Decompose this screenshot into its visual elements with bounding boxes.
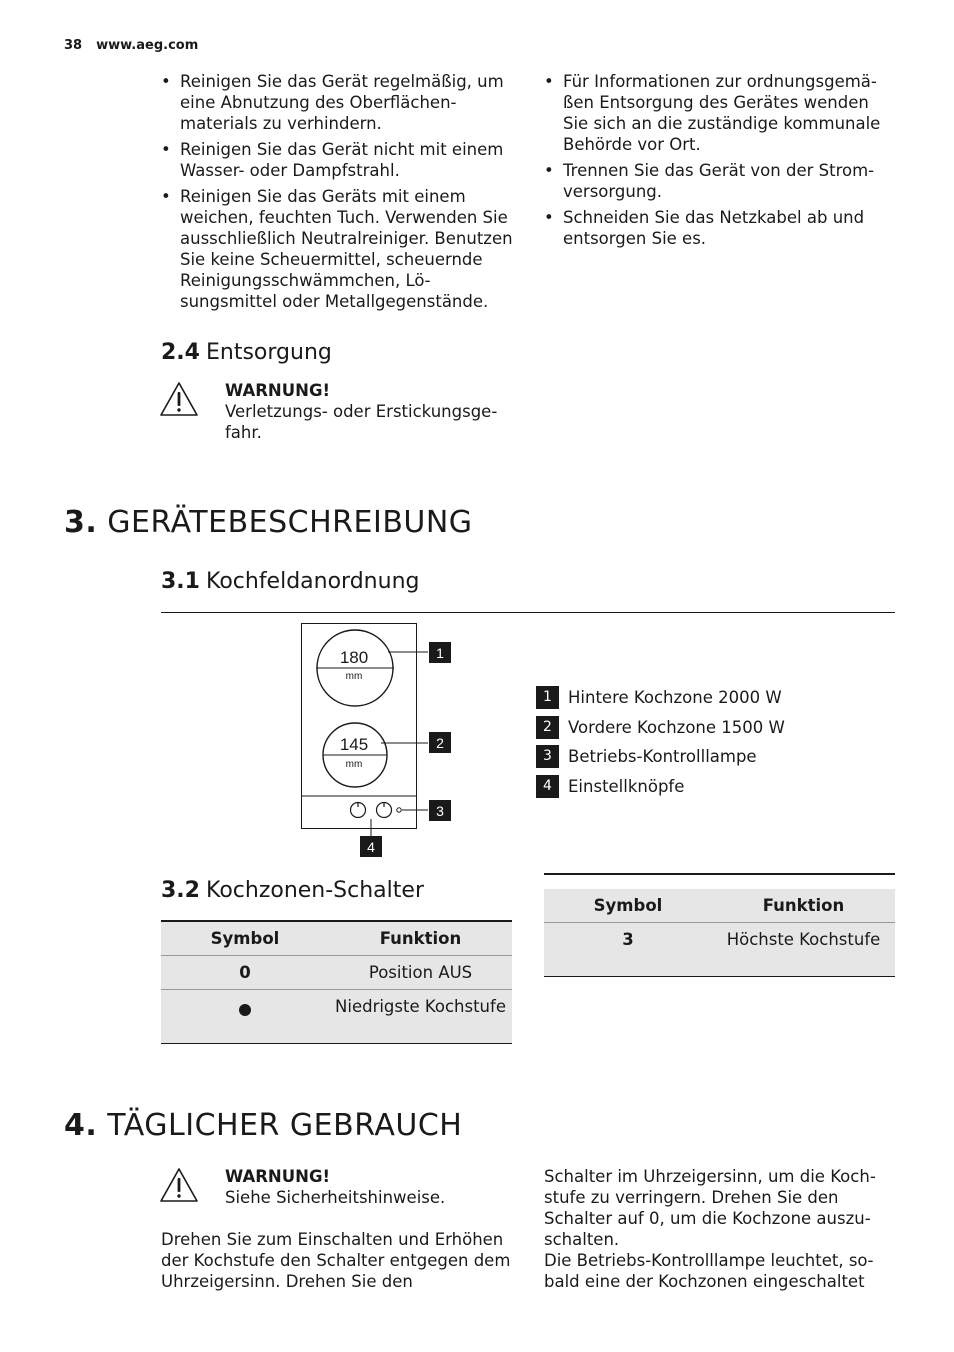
front-zone-size: 145 xyxy=(339,735,369,754)
hob-diagram xyxy=(296,618,456,863)
warning-block xyxy=(225,1166,515,1208)
left-bullet-column xyxy=(161,71,513,317)
site-url: www.aeg.com xyxy=(96,38,199,53)
warning-text: Verletzungs- oder Erstickungsgefahr. xyxy=(225,402,498,442)
warning-text: Siehe Sicherheitshinweise. xyxy=(225,1188,446,1207)
legend-item xyxy=(536,742,785,772)
instruction-paragraph-left: Drehen Sie zum Einschalten und Erhöhen der Kochstufe den Schalter entgegen dem Uhrzeigersinn. Drehen Sie den xyxy=(161,1230,511,1291)
table-cell-function: Position AUS xyxy=(329,956,512,990)
legend-item xyxy=(536,683,785,713)
callout-3-label: 3 xyxy=(436,803,444,819)
legend-label: Vordere Kochzone 1500 W xyxy=(568,717,785,737)
instruction-paragraph-right xyxy=(544,1166,894,1292)
chapter-heading-4 xyxy=(64,1108,462,1143)
warning-title: WARNUNG! xyxy=(225,381,331,400)
table-header-symbol: Symbol xyxy=(544,889,712,923)
warning-triangle-icon xyxy=(159,1167,199,1203)
table-cell-symbol: 3 xyxy=(544,923,712,977)
callout-4-label: 4 xyxy=(367,839,375,855)
table-cell-symbol xyxy=(161,990,329,1044)
callout-1-label: 1 xyxy=(436,645,444,661)
table-cell-function: Niedrigste Kochstufe xyxy=(329,990,512,1044)
legend-item xyxy=(536,713,785,743)
section-number: 2.4 xyxy=(161,340,200,365)
table-row xyxy=(161,956,512,990)
front-zone-unit: mm xyxy=(345,759,363,770)
list-item: • Für Informationen zur ordnungsgemäßen Entsorgung des Gerätes wenden Sie sich an die zuständige kommunale Behörde vor Ort. xyxy=(544,71,894,155)
instruction-text: Die Betriebs-Kontrolllampe leuchtet, sobald eine der Kochzonen eingeschaltet xyxy=(544,1251,874,1291)
list-item: • Reinigen Sie das Geräts mit einem weichen, feuchten Tuch. Verwenden Sie ausschließlich Neutralreiniger. Benutzen Sie keine Scheuermittel, scheuernde Reinigungsschwämmchen, Lösungsmittel oder Metallgegenstände. xyxy=(161,186,513,312)
chapter-number: 3. xyxy=(64,505,98,540)
chapter-number: 4. xyxy=(64,1108,98,1143)
section-heading-3-1 xyxy=(161,569,419,594)
page-number: 38 xyxy=(64,38,83,53)
switch-table-right xyxy=(544,873,895,977)
legend-label: Betriebs-Kontrolllampe xyxy=(568,747,757,767)
rear-zone-unit: mm xyxy=(345,671,363,682)
legend-label: Einstellknöpfe xyxy=(568,776,685,796)
list-item: • Reinigen Sie das Gerät nicht mit einem Wasser- oder Dampfstrahl. xyxy=(161,139,513,181)
legend-number: 2 xyxy=(536,716,559,739)
list-item: • Schneiden Sie das Netzkabel ab und entsorgen Sie es. xyxy=(544,207,894,249)
rear-zone-size: 180 xyxy=(339,648,369,667)
section-heading-2-4 xyxy=(161,340,332,365)
table-header-symbol: Symbol xyxy=(161,921,329,956)
section-title: Entsorgung xyxy=(205,340,332,365)
table-row xyxy=(544,923,895,977)
legend-item xyxy=(536,772,785,802)
chapter-title: GERÄTEBESCHREIBUNG xyxy=(107,505,473,540)
table-spacer xyxy=(544,874,895,889)
list-item: • Trennen Sie das Gerät von der Stromversorgung. xyxy=(544,160,894,202)
legend-number: 4 xyxy=(536,775,559,798)
legend-label: Hintere Kochzone 2000 W xyxy=(568,688,782,708)
dot-symbol-icon xyxy=(239,1004,251,1016)
list-item: • Reinigen Sie das Gerät regelmäßig, um eine Abnutzung des Oberflächenmaterials zu verhindern. xyxy=(161,71,513,134)
pilot-lamp xyxy=(397,808,401,812)
instruction-text: Schalter im Uhrzeigersinn, um die Kochstufe zu verringern. Drehen Sie den Schalter auf 0, um die Kochzone auszuschalten. xyxy=(544,1167,876,1249)
page-header xyxy=(64,38,198,53)
left-bullet-list xyxy=(161,71,513,312)
section-heading-3-2 xyxy=(161,878,424,903)
warning-triangle-icon xyxy=(159,381,199,417)
switch-table-left xyxy=(161,920,512,1044)
warning-block xyxy=(225,380,515,443)
section-title: Kochzonen-Schalter xyxy=(205,878,424,903)
callout-2-label: 2 xyxy=(436,735,444,751)
diagram-legend xyxy=(536,683,785,801)
warning-title: WARNUNG! xyxy=(225,1167,331,1186)
table-header-function: Funktion xyxy=(712,889,895,923)
table-cell-function: Höchste Kochstufe xyxy=(712,923,895,977)
legend-number: 3 xyxy=(536,745,559,768)
chapter-heading-3 xyxy=(64,505,473,540)
table-header-function: Funktion xyxy=(329,921,512,956)
section-number: 3.1 xyxy=(161,569,200,594)
right-bullet-column xyxy=(544,71,894,254)
section-divider xyxy=(161,612,895,613)
table-cell-symbol: 0 xyxy=(161,956,329,990)
chapter-title: TÄGLICHER GEBRAUCH xyxy=(107,1108,463,1143)
table-row xyxy=(161,990,512,1044)
legend-number: 1 xyxy=(536,686,559,709)
section-title: Kochfeldanordnung xyxy=(205,569,420,594)
section-number: 3.2 xyxy=(161,878,200,903)
right-bullet-list xyxy=(544,71,894,249)
